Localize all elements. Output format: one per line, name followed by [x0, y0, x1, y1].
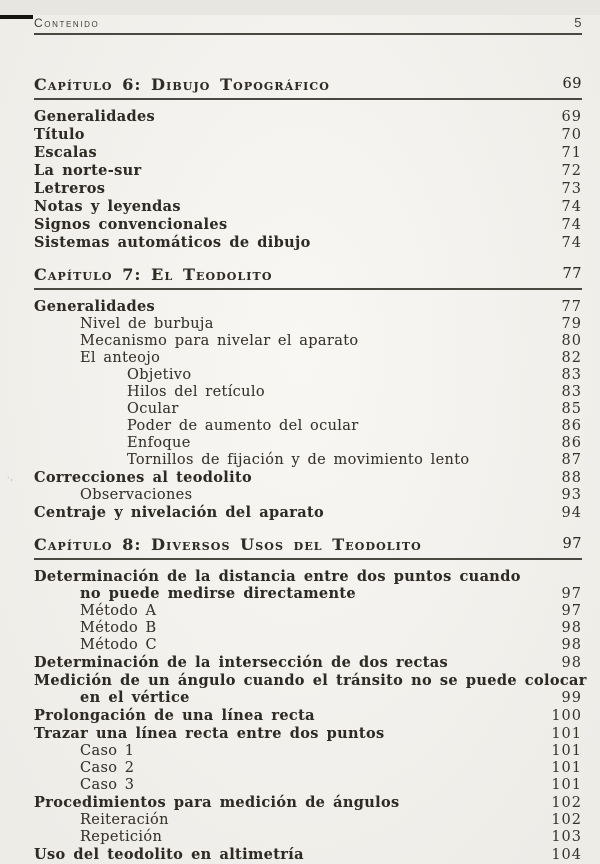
toc-entry-row — [34, 126, 582, 144]
entry-page: 82 — [561, 350, 582, 366]
entry-page: 71 — [561, 145, 582, 161]
entry-label: Notas y leyendas — [34, 198, 181, 215]
entry-page: 74 — [561, 235, 582, 251]
toc-entry-row — [34, 384, 582, 401]
book-page-scan — [0, 15, 600, 864]
toc-entry-row — [34, 637, 582, 654]
entry-page: 69 — [561, 109, 582, 125]
toc-entry-row — [34, 367, 582, 384]
chapter-entries — [34, 560, 587, 864]
entry-page: 97 — [561, 586, 582, 602]
entry-label: Letreros — [34, 180, 106, 197]
entry-label: Método C — [80, 637, 157, 653]
stray-pencil-mark: ·, — [6, 472, 14, 484]
entry-label: El anteojo — [80, 350, 161, 366]
toc-entry-row — [34, 435, 582, 452]
entry-label: Signos convencionales — [34, 216, 228, 233]
entry-page: 80 — [561, 333, 582, 349]
entry-label: Procedimientos para medición de ángulos — [34, 794, 400, 811]
toc-entry-row — [34, 672, 587, 689]
entry-page: 97 — [561, 603, 582, 619]
toc-entry-row — [34, 162, 582, 180]
toc-entry-row — [34, 585, 582, 603]
entry-page: 74 — [561, 217, 582, 233]
entry-label: Medición de un ángulo cuando el tránsito no se puede colocar — [34, 672, 587, 689]
entry-page: 101 — [551, 726, 582, 742]
chapter-entries — [34, 290, 582, 522]
toc-sections — [0, 75, 600, 864]
chapter-heading-label: Capítulo 8: Diversos Usos del Teodolito — [34, 535, 422, 554]
entry-label: Reiteración — [80, 812, 169, 828]
toc-entry-row — [34, 108, 582, 126]
entry-label: Enfoque — [127, 435, 191, 451]
entry-label: Caso 2 — [80, 760, 135, 776]
entry-page: 77 — [561, 299, 582, 315]
entry-page: 93 — [561, 487, 582, 503]
running-header — [34, 15, 582, 35]
entry-label: no puede medirse directamente — [80, 585, 356, 602]
entry-label: Generalidades — [34, 108, 156, 125]
entry-label: Determinación de la distancia entre dos puntos cuando — [34, 568, 521, 585]
entry-page: 74 — [561, 199, 582, 215]
entry-label: Trazar una línea recta entre dos puntos — [34, 725, 385, 742]
toc-chapter-section — [0, 535, 600, 864]
toc-entry-row — [34, 725, 582, 743]
entry-page: 79 — [561, 316, 582, 332]
toc-chapter-section — [0, 265, 600, 522]
entry-label: Centraje y nivelación del aparato — [34, 504, 325, 521]
entry-label: Prolongación de una línea recta — [34, 707, 315, 724]
toc-entry-row — [34, 350, 582, 367]
entry-page: 104 — [551, 847, 582, 863]
chapter-heading — [34, 535, 582, 560]
entry-page: 85 — [561, 401, 582, 417]
entry-page: 99 — [561, 690, 582, 706]
toc-entry-row — [34, 568, 582, 585]
toc-entry-row — [34, 760, 582, 777]
chapter-heading-page: 97 — [562, 536, 582, 552]
entry-page: 102 — [551, 812, 582, 828]
entry-page: 70 — [561, 127, 582, 143]
toc-entry-row — [34, 452, 582, 469]
toc-entry-row — [34, 707, 582, 725]
toc-entry-row — [34, 812, 582, 829]
toc-entry-row — [34, 689, 582, 707]
toc-entry-row — [34, 846, 582, 864]
entry-page: 98 — [561, 637, 582, 653]
entry-page: 101 — [551, 743, 582, 759]
entry-label: Título — [34, 126, 85, 143]
entry-page: 83 — [561, 367, 582, 383]
toc-chapter-section — [0, 75, 600, 252]
toc-entry-row — [34, 504, 582, 522]
chapter-heading-page: 69 — [562, 76, 582, 92]
chapter-heading — [34, 75, 582, 100]
toc-entry-row — [34, 216, 582, 234]
scan-artifact — [0, 15, 33, 19]
toc-entry-row — [34, 198, 582, 216]
toc-entry-row — [34, 298, 582, 316]
chapter-heading-page: 77 — [562, 266, 582, 282]
toc-entry-row — [34, 794, 582, 812]
entry-label: Observaciones — [80, 487, 193, 503]
entry-page: 102 — [551, 795, 582, 811]
entry-label: Escalas — [34, 144, 97, 161]
toc-entry-row — [34, 180, 582, 198]
toc-entry-row — [34, 777, 582, 794]
entry-page: 98 — [561, 655, 582, 671]
entry-label: Ocular — [127, 401, 179, 417]
entry-page: 103 — [551, 829, 582, 845]
entry-page: 101 — [551, 777, 582, 793]
toc-entry-row — [34, 316, 582, 333]
entry-label: Repetición — [80, 829, 163, 845]
toc-entry-row — [34, 654, 582, 672]
entry-page: 88 — [561, 470, 582, 486]
entry-page: 73 — [561, 181, 582, 197]
entry-label: Correcciones al teodolito — [34, 469, 253, 486]
entry-page: 72 — [561, 163, 582, 179]
entry-label: Uso del teodolito en altimetría — [34, 846, 304, 863]
entry-page: 94 — [561, 505, 582, 521]
entry-label: Tornillos de fijación y de movimiento lento — [127, 452, 470, 468]
entry-label: Método A — [80, 603, 157, 619]
entry-page: 86 — [561, 418, 582, 434]
toc-entry-row — [34, 603, 582, 620]
entry-label: Caso 3 — [80, 777, 135, 793]
entry-label: en el vértice — [80, 689, 190, 706]
entry-label: Sistemas automáticos de dibujo — [34, 234, 311, 251]
entry-label: Generalidades — [34, 298, 156, 315]
chapter-heading-label: Capítulo 6: Dibujo Topográfico — [34, 75, 330, 94]
entry-label: Caso 1 — [80, 743, 135, 759]
entry-page: 83 — [561, 384, 582, 400]
chapter-heading-label: Capítulo 7: El Teodolito — [34, 265, 273, 284]
toc-entry-row — [34, 829, 582, 846]
entry-label: Poder de aumento del ocular — [127, 418, 359, 434]
toc-entry-row — [34, 743, 582, 760]
entry-label: Método B — [80, 620, 157, 636]
toc-entry-row — [34, 469, 582, 487]
entry-label: Mecanismo para nivelar el aparato — [80, 333, 359, 349]
toc-entry-row — [34, 144, 582, 162]
running-header-title: Contenido — [34, 16, 100, 30]
entry-label: Determinación de la intersección de dos rectas — [34, 654, 449, 671]
toc-entry-row — [34, 401, 582, 418]
toc-entry-row — [34, 333, 582, 350]
entry-label: Nivel de burbuja — [80, 316, 214, 332]
chapter-heading — [34, 265, 582, 290]
toc-entry-row — [34, 487, 582, 504]
entry-page: 100 — [551, 708, 582, 724]
entry-label: La norte-sur — [34, 162, 142, 179]
toc-entry-row — [34, 418, 582, 435]
entry-label: Objetivo — [127, 367, 192, 383]
entry-page: 86 — [561, 435, 582, 451]
running-header-page-number: 5 — [574, 15, 582, 30]
entry-page: 87 — [561, 452, 582, 468]
chapter-entries — [34, 100, 582, 252]
toc-entry-row — [34, 234, 582, 252]
entry-page: 98 — [561, 620, 582, 636]
entry-page: 101 — [551, 760, 582, 776]
toc-entry-row — [34, 620, 582, 637]
entry-label: Hilos del retículo — [127, 384, 265, 400]
